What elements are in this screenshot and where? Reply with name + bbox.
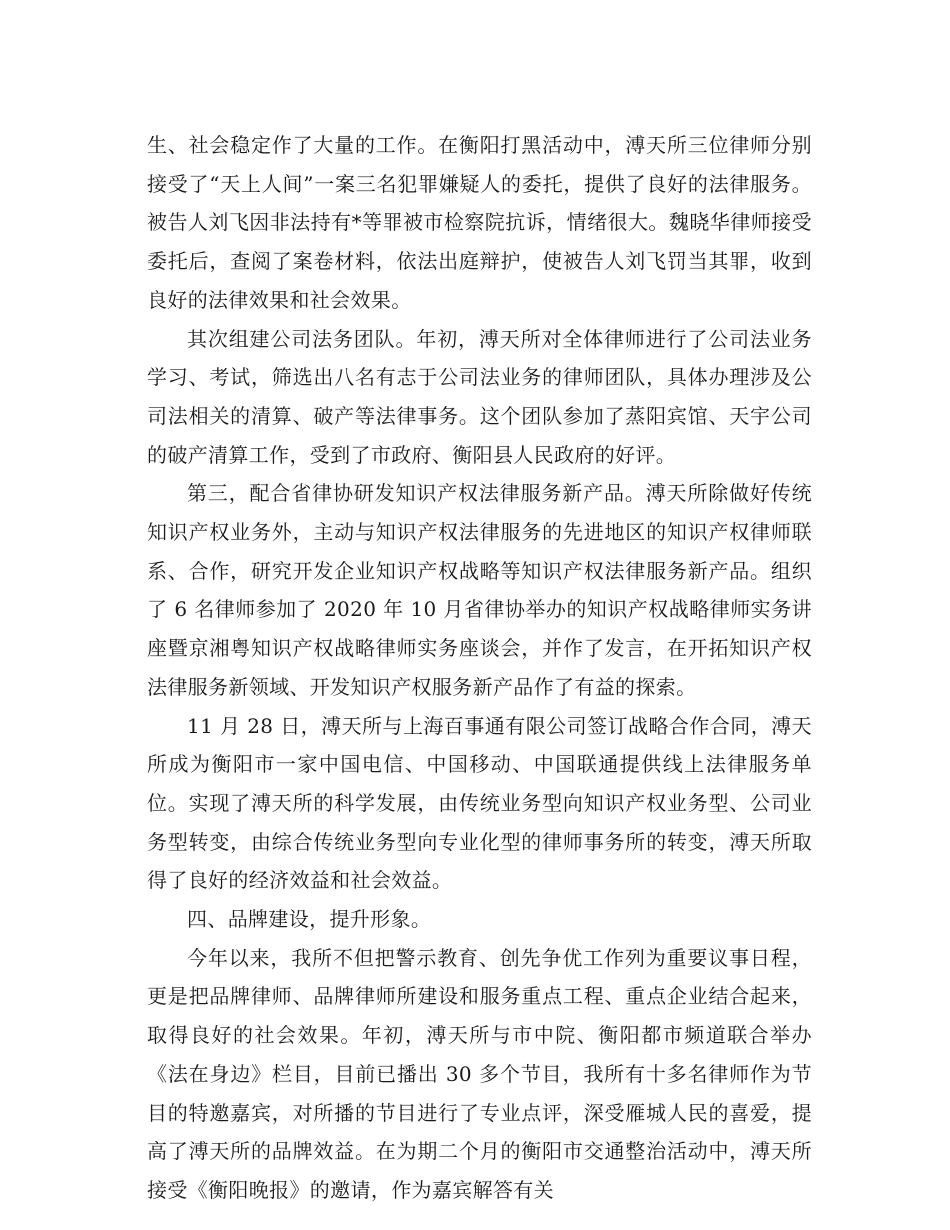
document-body [147, 126, 812, 1210]
paragraph-ip-services: 第三，配合省律协研发知识产权法律服务新产品。溥天所除做好传统知识产权业务外，主动与知识产权法律服务的先进地区的知识产权律师联系、合作，研究开发企业知识产权战略等知识产权法律服务新产品。组织了 6 名律师参加了 2020 年 10 月省律协举办的知识产权战略律师实务讲座暨京湘粤知识产权战略律师实务座谈会，并作了发言，在开拓知识产权法律服务新领域、开发知识产权服务新产品作了有益的探索。 [147, 481, 812, 699]
paragraph-brand-building: 今年以来，我所不但把警示教育、创先争优工作列为重要议事日程，更是把品牌律师、品牌律师所建设和服务重点工程、重点企业结合起来，取得良好的社会效果。年初，溥天所与市中院、衡阳都市频道联合举办《法在身边》栏目，目前已播出 30 多个节目，我所有十多名律师作为节目的特邀嘉宾，对所播的节目进行了专业点评，深受雁城人民的喜爱，提高了溥天所的品牌效益。在为期二个月的衡阳市交通整治活动中，溥天所接受《衡阳晚报》的邀请，作为嘉宾解答有关 [147, 945, 812, 1202]
section-heading-brand-building: 四、品牌建设，提升形象。 [187, 907, 432, 932]
paragraph-corporate-legal-team: 其次组建公司法务团队。年初，溥天所对全体律师进行了公司法业务学习、考试，筛选出八名有志于公司法业务的律师团队，具体办理涉及公司法相关的清算、破产等法律事务。这个团队参加了蒸阳宾馆、天宇公司的破产清算工作，受到了市政府、衡阳县人民政府的好评。 [147, 326, 812, 467]
paragraph-continuation: 生、社会稳定作了大量的工作。在衡阳打黑活动中，溥天所三位律师分别接受了“天上人间”一案三名犯罪嫌疑人的委托，提供了良好的法律服务。被告人刘飞因非法持有*等罪被市检察院抗诉，情绪很大。魏晓华律师接受委托后，查阅了案卷材料，依法出庭辩护，使被告人刘飞罚当其罪，收到良好的法律效果和社会效果。 [147, 133, 812, 312]
paragraph-strategic-cooperation: 11 月 28 日，溥天所与上海百事通有限公司签订战略合作合同，溥天所成为衡阳市一家中国电信、中国移动、中国联通提供线上法律服务单位。实现了溥天所的科学发展，由传统业务型向知识产权业务型、公司业务型转变，由综合传统业务型向专业化型的律师事务所的转变，溥天所取得了良好的经济效益和社会效益。 [147, 713, 812, 893]
